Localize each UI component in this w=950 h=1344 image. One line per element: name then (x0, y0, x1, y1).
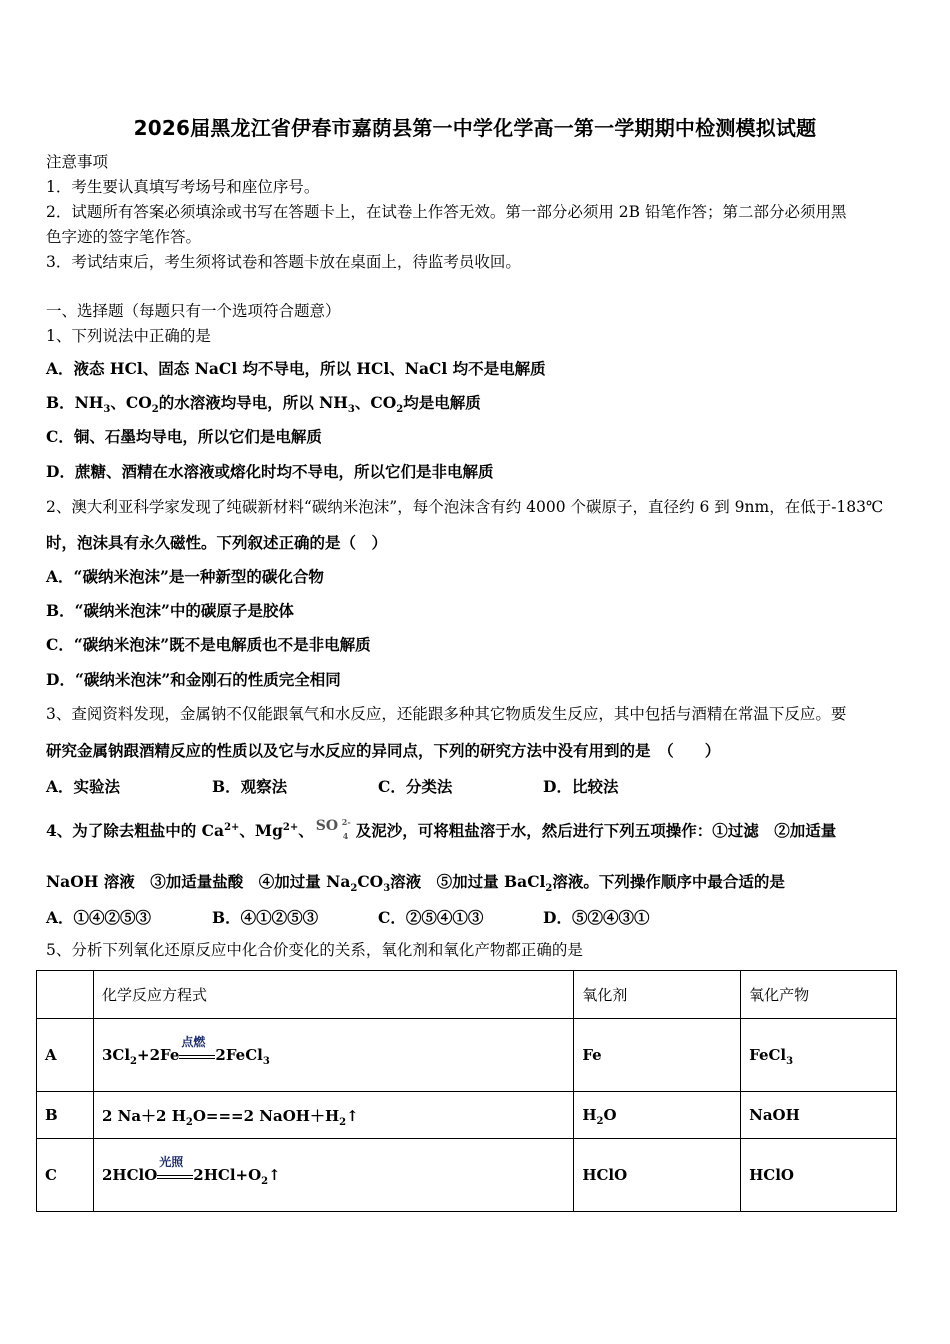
notice-item-2: 2．试题所有答案必须填涂或书写在答题卡上，在试卷上作答无效。第一部分必须用 2B 铅笔作答；第二部分必须用黑 (46, 203, 847, 221)
table-header-cell: 氧化产物 (741, 971, 897, 1019)
oxidant-cell: $H_2O$ (574, 1092, 741, 1139)
oxidant-cell: HClO (574, 1139, 741, 1212)
table-header-cell: 化学反应方程式 (93, 971, 573, 1019)
table-header-cell: 氧化剂 (574, 971, 741, 1019)
question-3-option-a: A．实验法 (46, 777, 121, 796)
equation-cell: 2 Na＋2 $H_2O===2$ $NaOH+H_2↑$ (93, 1092, 573, 1139)
reaction-condition-arrow: 点燃 (179, 1047, 215, 1065)
reaction-condition-arrow: 光照 (157, 1167, 193, 1185)
section-heading: 一、选择题（每题只有一个选项符合题意） (46, 302, 341, 320)
product-cell: HClO (741, 1139, 897, 1212)
question-4-stem-line2: NaOH 溶液 ③加适量盐酸 ④加过量 $Na_2CO_3$溶液 ⑤加过量 BaCl$_2$溶液。下列操作顺序中最合适的是 (46, 872, 785, 895)
product-cell: FeCl$_3$ (741, 1019, 897, 1092)
row-label: A (37, 1019, 94, 1092)
question-1-option-c: C．铜、石墨均导电，所以它们是电解质 (46, 427, 322, 446)
question-2-stem-line1: 2、澳大利亚科学家发现了纯碳新材料“碳纳米泡沫”，每个泡沫含有约 4000 个碳原子，直径约 6 到 9nm，在低于-183℃ (46, 498, 884, 516)
question-1-option-d: D．蔗糖、酒精在水溶液或熔化时均不导电，所以它们是非电解质 (46, 462, 494, 481)
notice-item-3: 3．考试结束后，考生须将试卷和答题卡放在桌面上，待监考员收回。 (46, 253, 521, 271)
notice-item-1: 1．考生要认真填写考场号和座位序号。 (46, 178, 320, 196)
table-header-row (37, 971, 897, 1019)
equation-cell: $3Cl_2+2Fe$ 点燃 2FeCl$_3$ (93, 1019, 573, 1092)
question-5-stem: 5、分析下列氧化还原反应中化合价变化的关系，氧化剂和氧化产物都正确的是 (46, 941, 583, 959)
question-1-option-b: B．$NH_3$、$CO_2$的水溶液均导电，所以 $NH_3$、$CO_2$均是电解质 (46, 393, 481, 416)
table-row (37, 1019, 897, 1092)
question-2-option-b: B．“碳纳米泡沫”中的碳原子是胶体 (46, 601, 294, 620)
question-3-stem-line2: 研究金属钠跟酒精反应的性质以及它与水反应的异同点，下列的研究方法中没有用到的是 （ ） (46, 741, 721, 760)
sulfate-ion-formula: SO 2- 4 (315, 817, 351, 841)
notice-item-2-cont: 色字迹的签字笔作答。 (46, 228, 202, 246)
question-4-option-a: A．①④②⑤③ (46, 908, 152, 927)
question-3-option-c: C．分类法 (378, 777, 453, 796)
question-3-option-d: D．比较法 (543, 777, 619, 796)
question-4-option-c: C．②⑤④①③ (378, 908, 484, 927)
question-4-option-d: D．⑤②④③① (543, 908, 650, 927)
question-2-stem-line2: 时，泡沫具有永久磁性。下列叙述正确的是（ ） (46, 533, 388, 552)
equation-cell: 2HClO 光照 $2HCl+O_2↑$ (93, 1139, 573, 1212)
row-label: C (37, 1139, 94, 1212)
question-2-option-a: A．“碳纳米泡沫”是一种新型的碳化合物 (46, 567, 324, 586)
row-label: B (37, 1092, 94, 1139)
question-3-stem-line1: 3、查阅资料发现，金属钠不仅能跟氧气和水反应，还能跟多种其它物质发生反应，其中包括与酒精在常温下反应。要 (46, 705, 847, 723)
question-4-stem-line1: 4、为了除去粗盐中的 $Ca^{2+}$、$Mg^{2+}$、 SO 2- 4 及泥沙，可将粗盐溶于水，然后进行下列五项操作：①过滤 ②加适量 (46, 817, 837, 841)
reaction-table (36, 970, 897, 1212)
table-row (37, 1092, 897, 1139)
question-4-option-b: B．④①②⑤③ (212, 908, 319, 927)
question-1-stem: 1、下列说法中正确的是 (46, 327, 211, 345)
table-header-cell (37, 971, 94, 1019)
table-row (37, 1139, 897, 1212)
product-cell: NaOH (741, 1092, 897, 1139)
question-1-option-a: A．液态 HCl、固态 NaCl 均不导电，所以 HCl、NaCl 均不是电解质 (46, 359, 546, 378)
notice-heading: 注意事项 (46, 153, 109, 171)
question-2-option-d: D．“碳纳米泡沫”和金刚石的性质完全相同 (46, 670, 341, 689)
page-title: 2026届黑龙江省伊春市嘉荫县第一中学化学高一第一学期期中检测模拟试题 (133, 116, 817, 140)
question-2-option-c: C．“碳纳米泡沫”既不是电解质也不是非电解质 (46, 635, 371, 654)
question-3-option-b: B．观察法 (212, 777, 288, 796)
oxidant-cell: Fe (574, 1019, 741, 1092)
